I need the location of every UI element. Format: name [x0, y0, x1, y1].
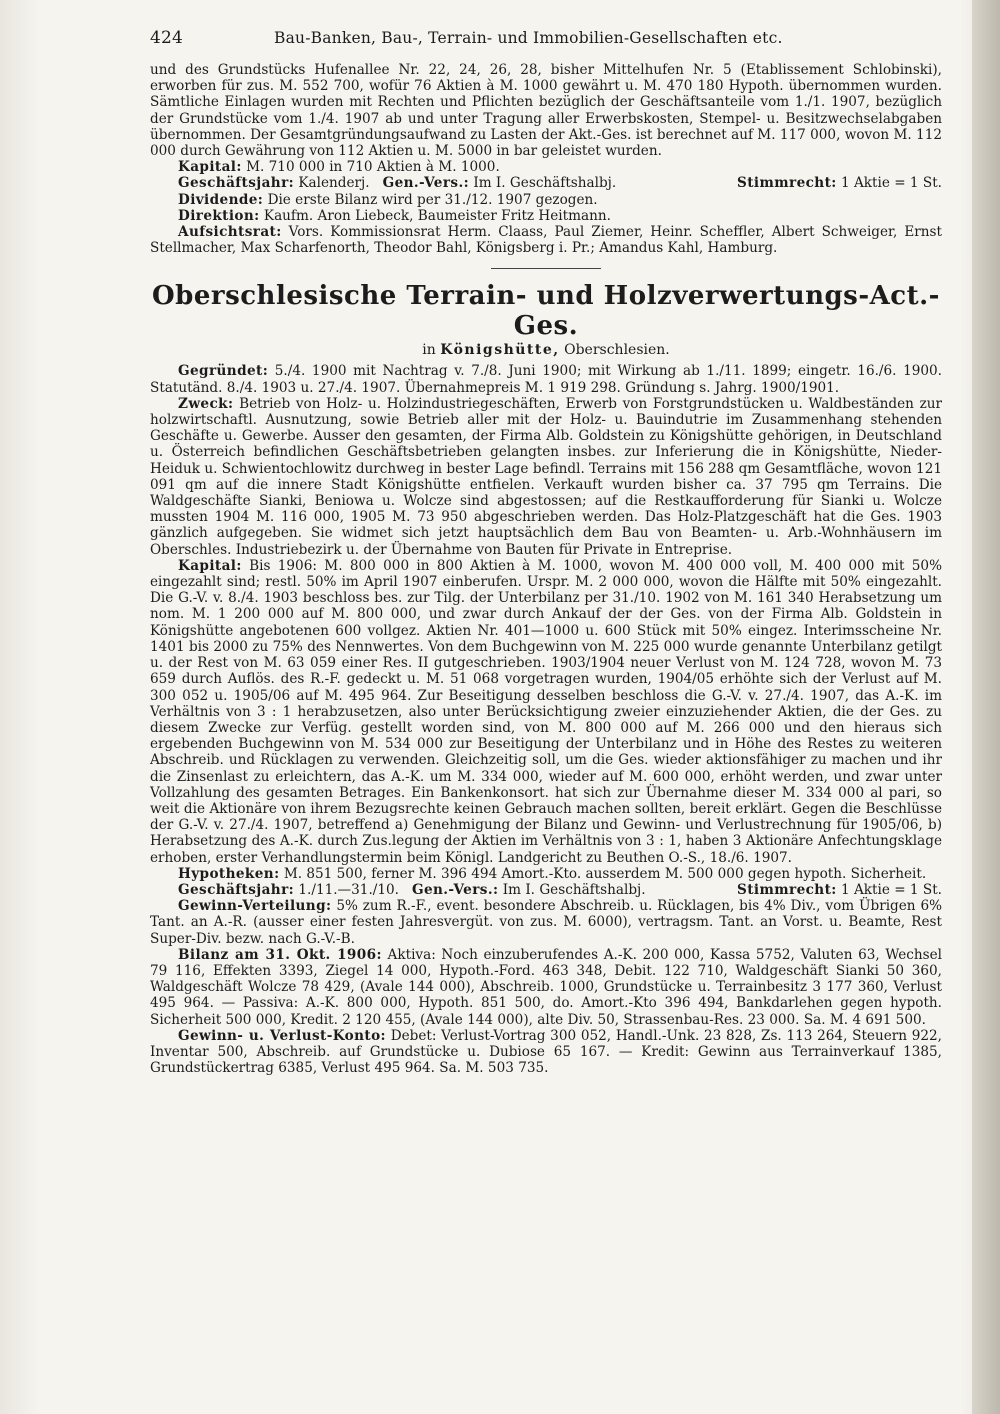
gegruendet-section — [150, 363, 942, 395]
hypotheken-section — [150, 866, 942, 882]
company-title: Oberschlesische Terrain- und Holzverwertungs-Act.-Ges. — [152, 281, 940, 342]
prev-geschaeftsjahr-row — [150, 175, 942, 191]
gewinn-verteilung-value: 5% zum R.-F., event. besondere Abschreib. u. Rücklagen, bis 4% Div., vom Übrigen 6% Tant. an A.-R. (ausser einer festen Jahresvergüt. von zus. M. 6000), vertragsm. Tant. an Vorst. u. Beamte, Rest Super-Div. bezw. nach G.-V.-B. — [150, 898, 943, 947]
prev-genvers-label: Gen.-Vers.: — [382, 175, 470, 192]
location-region: Oberschlesien. — [564, 342, 670, 359]
gewinn-verteilung-section — [150, 898, 942, 947]
zweck-section — [150, 396, 942, 558]
stimmrecht-value: 1 Aktie = 1 St. — [841, 881, 942, 898]
section-divider — [491, 268, 601, 269]
gewinn-verteilung-label: Gewinn-Verteilung: — [178, 898, 332, 915]
prev-dividende — [150, 192, 942, 208]
gegruendet-value: 5./4. 1900 mit Nachtrag v. 7./8. Juni 1900; mit Wirkung ab 1./11. 1899; eingetr. 16./6. 1900. Statutänd. 8./4. 1903 u. 27./4. 1907. Übernahmepreis M. 1 919 298. Gründung s. Jahrg. 1900/1901. — [150, 363, 942, 396]
geschaeftsjahr-label: Geschäftsjahr: — [178, 881, 295, 898]
kapital-value: Bis 1906: M. 800 000 in 800 Aktien à M. 1000, wovon M. 400 000 voll, M. 400 000 mit 50% eingezahlt sind; restl. 50% im April 1907 einberufen. Urspr. M. 2 000 000, wovon die Hälfte mit 50% eingezahlt. Die G.-V. v. 8./4. 1903 beschloss bes. zur Tilg. der Unterbilanz per 31./10. 1902 von M. 161 340 Herabsetzung um nom. M. 1 200 000 auf M. 800 000, und zwar durch Ankauf der der Ges. von der Firma Alb. Goldstein in Königshütte angebotenen 600 vollgez. Aktien Nr. 401—1000 u. 600 Stück mit 50% eingez. Interimsscheine Nr. 1401 bis 2000 zu 75% des Nennwertes. Von dem Buchgewinn von M. 225 000 wurde genannte Unterbilanz getilgt u. der Rest von M. 63 059 einer Res. II gutgeschrieben. 1903/1904 neuer Verlust von M. 124 728, wovon M. 73 659 durch Auflös. des R.-F. gedeckt u. M. 51 068 vorgetragen wurden, 1904/05 erhöhte sich der Verlust auf M. 300 052 u. 1905/06 auf M. 495 964. Zur Beseitigung desselben beschloss die G.-V. v. 27./4. 1907, das A.-K. im Verhältnis von 3 : 1 herabzusetzen, also unter Berücksichtigung zweier einzuziehender Aktien, die der Ges. zu diesem Zwecke zur Verfüg. gestellt worden sind, von M. 800 000 auf M. 266 000 und den hieraus sich ergebenden Buchgewinn von M. 534 000 zur Beseitigung der Unterbilanz und in Höhe des Restes zu weiteren Abschreib. und Rücklagen zu verwenden. Gleichzeitig soll, um die Ges. wieder aktionsfähiger zu machen und ihr die Zinsenlast zu erleichtern, das A.-K. um M. 334 000, wieder auf M. 600 000, erhöht werden, und zwar unter Vollzahlung des gesamten Betrages. Ein Bankenkonsort. hat sich zur Übernahme dieser M. 334 000 al pari, so weit die Aktionäre von ihrem Bezugsrechte keinen Gebrauch machen sollten, bereit erklärt. Gegen die Beschlüsse der G.-V. v. 27./4. 1907, betreffend a) Genehmigung der Bilanz und Gewinn- und Verlustrechnung für 1905/06, b) Herabsetzung des A.-K. durch Zus.legung der Aktien im Verhältnis von 3 : 1, haben 3 Aktionäre Anfechtungsklage erhoben, erster Verhandlungstermin beim Königl. Landgericht zu Beuthen O.-S., 18./6. 1907. — [150, 557, 942, 866]
page-content — [150, 28, 942, 1076]
geschaeftsjahr-row — [150, 882, 942, 898]
stimmrecht-label: Stimmrecht: — [736, 881, 837, 898]
prev-direktion-label: Direktion: — [178, 207, 260, 224]
location-city: Königshütte, — [440, 342, 560, 359]
prev-genvers-value: Im I. Geschäftshalbj. — [473, 175, 617, 192]
hypotheken-value: M. 851 500, ferner M. 396 494 Amort.-Kto. ausserdem M. 500 000 gegen hypoth. Sicherheit. — [283, 865, 927, 882]
prev-aufsichtsrat-label: Aufsichtsrat: — [178, 224, 282, 241]
prev-dividende-label: Dividende: — [178, 191, 264, 208]
location-prefix: in — [422, 342, 436, 359]
page-number: 424 — [150, 28, 184, 48]
company-location — [150, 341, 942, 359]
prev-kapital-label: Kapital: — [178, 159, 242, 176]
prev-geschaeftsjahr-label: Geschäftsjahr: — [178, 175, 295, 192]
kapital-section — [150, 558, 942, 866]
genvers-label: Gen.-Vers.: — [411, 881, 499, 898]
guv-value: Debet: Verlust-Vortrag 300 052, Handl.-Unk. 23 828, Zs. 113 264, Steuern 922, Inventar 500, Abschreib. auf Grundstücke u. Dubiose 65 167. — Kredit: Gewinn aus Terrainverkauf 1385, Grundstückertrag 6385, Verlust 495 964. Sa. M. 503 735. — [150, 1027, 942, 1077]
book-binding-edge — [972, 0, 1000, 1414]
bilanz-section — [150, 947, 942, 1028]
prev-geschaeftsjahr-value: Kalenderj. — [298, 175, 370, 192]
zweck-label: Zweck: — [178, 395, 234, 412]
genvers-value: Im I. Geschäftshalbj. — [502, 881, 646, 898]
prev-kapital — [150, 159, 942, 175]
prev-company-intro: und des Grundstücks Hufenallee Nr. 22, 24, 26, 28, bisher Mittelhufen Nr. 5 (Etablissement Schlobinski), erworben für zus. M. 552 700, wofür 76 Aktien à M. 1000 gewährt u. M. 470 180 Hypoth. übernommen wurden. Sämtliche Einlagen wurden mit Rechten und Pflichten bezüglich der Geschäftsanteile vom 1./1. 1907, bezüglich der Grundstücke vom 1./4. 1907 ab und unter Tragung aller Erwerbskosten, Stempel- u. Besitzwechselabgaben übernommen. Der Gesamtgründungsaufwand zu Lasten der Akt.-Ges. ist berechnet auf M. 117 000, wovon M. 112 000 durch Gewährung von 112 Aktien u. M. 5000 in bar geleistet wurden. — [150, 62, 942, 160]
kapital-label: Kapital: — [178, 557, 242, 574]
guv-section — [150, 1028, 942, 1077]
running-title: Bau-Banken, Bau-, Terrain- und Immobilien-Gesellschaften etc. — [274, 29, 783, 47]
bilanz-label: Bilanz am 31. Okt. 1906: — [178, 946, 382, 963]
bilanz-value: Aktiva: Noch einzuberufendes A.-K. 200 000, Kassa 5752, Valuten 63, Wechsel 79 116, Effekten 3393, Ziegel 14 000, Hypoth.-Ford. 463 348, Debit. 122 710, Waldgeschäft Sianki 50 360, Waldgeschäft Wolcze 78 429, (Avale 144 000), Abschreib. 1000, Grundstücke u. Terrainbesitz 3 177 360, Verlust 495 964. — Passiva: A.-K. 800 000, Hypoth. 851 500, do. Amort.-Kto 396 494, Bankdarlehen gegen hypoth. Sicherheit 500 000, Kredit. 2 120 455, (Avale 144 000), alte Div. 50, Strassenbau-Res. 23 000. Sa. M. 4 691 500. — [150, 946, 942, 1028]
prev-aufsichtsrat — [150, 224, 942, 256]
zweck-value: Betrieb von Holz- u. Holzindustriegeschäften, Erwerb von Forstgrundstücken u. Waldbeständen zur holzwirtschaftl. Ausnutzung, sowie Betrieb aller mit der Holz- u. Bauindutrie im Zusammenhang stehenden Geschäfte u. Gewerbe. Ausser den gesamten, der Firma Alb. Goldstein zu Königshütte gehörigen, in Deutschland u. Österreich befindlichen Geschäftsbetrieben gelangten insbes. zur Inferierung die in Königshütte, Nieder-Heiduk u. Schwientochlowitz durchweg in bester Lage befindl. Terrains mit 156 288 qm Gesamtfläche, wovon 121 091 qm auf die innere Stadt Königshütte entfielen. Verkauft wurden bisher ca. 37 795 qm Terrains. Die Waldgeschäfte Sianki, Beniowa u. Wolcze sind abgestossen; auf die Restkaufforderung für Sianki u. Wolcze mussten 1904 M. 116 000, 1905 M. 73 950 abgeschrieben werden. Das Holz-Platzgeschäft hat die Ges. 1903 gänzlich aufgegeben. Sie widmet sich jetzt hauptsächlich dem Bau von Beamten- u. Arb.-Wohnhäusern im Oberschles. Industriebezirk u. der Übernahme von Bauten für Private in Entreprise. — [150, 395, 942, 558]
prev-direktion — [150, 208, 942, 224]
prev-direktion-value: Kaufm. Aron Liebeck, Baumeister Fritz Heitmann. — [263, 207, 611, 224]
prev-aufsichtsrat-value: Vors. Kommissionsrat Herm. Claass, Paul Ziemer, Heinr. Scheffler, Albert Schweiger, Ernst Stellmacher, Max Scharfenorth, Theodor Bahl, Königsberg i. Pr.; Amandus Kahl, Hamburg. — [150, 224, 942, 257]
gegruendet-label: Gegründet: — [178, 363, 269, 380]
prev-dividende-value: Die erste Bilanz wird per 31./12. 1907 gezogen. — [267, 191, 598, 208]
guv-label: Gewinn- u. Verlust-Konto: — [178, 1027, 386, 1044]
hypotheken-label: Hypotheken: — [178, 865, 280, 882]
geschaeftsjahr-value: 1./11.—31./10. — [298, 881, 399, 898]
prev-stimmrecht-value: 1 Aktie = 1 St. — [841, 175, 942, 192]
page-header — [150, 28, 942, 62]
prev-stimmrecht-label: Stimmrecht: — [736, 175, 837, 192]
prev-kapital-value: M. 710 000 in 710 Aktien à M. 1000. — [246, 159, 500, 176]
